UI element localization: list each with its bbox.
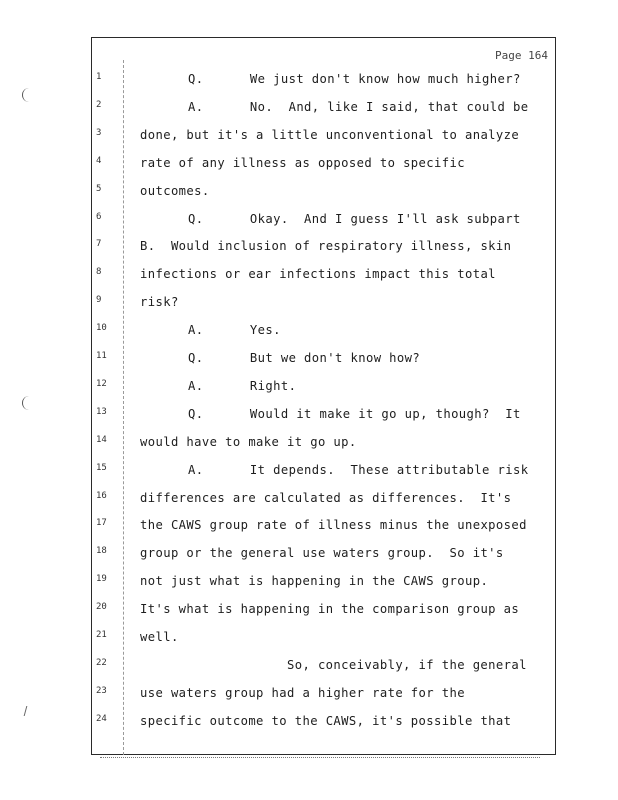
line-text: done, but it's a little unconventional to analyze bbox=[140, 127, 520, 142]
line-text: well. bbox=[140, 630, 179, 644]
line-number: 18 bbox=[96, 546, 107, 557]
line-number: 11 bbox=[96, 351, 107, 361]
line-number: 10 bbox=[96, 323, 107, 334]
punch-hole-mark bbox=[22, 396, 31, 410]
line-number: 17 bbox=[96, 518, 107, 529]
line-number: 13 bbox=[96, 406, 107, 417]
transcript-line bbox=[0, 714, 618, 734]
line-number: 15 bbox=[96, 462, 107, 473]
line-number: 9 bbox=[96, 295, 102, 306]
line-text: not just what is happening in the CAWS group. bbox=[140, 574, 489, 589]
line-number: 5 bbox=[96, 183, 102, 194]
transcript-line bbox=[0, 156, 618, 176]
footer-scan-rule bbox=[100, 757, 540, 758]
line-number: 21 bbox=[96, 630, 107, 640]
line-number: 2 bbox=[96, 99, 102, 110]
line-text: A. Right. bbox=[188, 378, 297, 393]
line-number: 24 bbox=[96, 713, 107, 724]
transcript-line bbox=[0, 100, 618, 120]
line-text: B. Would inclusion of respiratory illness, skin bbox=[140, 239, 512, 254]
transcript-line bbox=[0, 491, 618, 511]
line-number: 14 bbox=[96, 434, 107, 445]
line-text: risk? bbox=[140, 295, 179, 310]
line-text: Q. But we don't know how? bbox=[188, 351, 421, 365]
transcript-line bbox=[0, 435, 618, 455]
transcript-line bbox=[0, 602, 618, 622]
line-number: 22 bbox=[96, 657, 107, 668]
line-number: 20 bbox=[96, 602, 107, 613]
transcript-line bbox=[0, 184, 618, 204]
line-number: 6 bbox=[96, 211, 102, 222]
line-text: the CAWS group rate of illness minus the unexposed bbox=[140, 518, 527, 533]
transcript-line bbox=[0, 630, 618, 650]
line-text: Q. Okay. And I guess I'll ask subpart bbox=[188, 211, 521, 226]
transcript-line bbox=[0, 686, 618, 706]
line-text: It's what is happening in the comparison group as bbox=[140, 602, 520, 617]
transcript-line bbox=[0, 463, 618, 483]
line-text: would have to make it go up. bbox=[140, 434, 357, 449]
line-text: use waters group had a higher rate for the bbox=[140, 685, 465, 700]
transcript-line bbox=[0, 239, 618, 259]
line-number: 7 bbox=[96, 239, 102, 250]
line-number: 3 bbox=[96, 127, 102, 138]
line-number: 23 bbox=[96, 685, 107, 696]
page-number: Page 164 bbox=[495, 49, 548, 62]
line-number: 4 bbox=[96, 155, 102, 166]
line-text: Q. We just don't know how much higher? bbox=[188, 72, 521, 86]
transcript-line bbox=[0, 128, 618, 148]
line-text: A. Yes. bbox=[188, 323, 281, 338]
line-text: So, conceivably, if the general bbox=[287, 657, 527, 672]
transcript-line bbox=[0, 295, 618, 315]
transcript-line bbox=[0, 267, 618, 287]
line-text: Q. Would it make it go up, though? It bbox=[188, 406, 521, 421]
line-text: infections or ear infections impact this total bbox=[140, 267, 496, 282]
line-text: A. It depends. These attributable risk bbox=[188, 462, 529, 477]
line-number: 12 bbox=[96, 378, 107, 389]
line-number: 19 bbox=[96, 574, 107, 585]
transcript-line bbox=[0, 658, 618, 678]
transcript-line bbox=[0, 574, 618, 594]
line-text: differences are calculated as differences. It's bbox=[140, 490, 512, 505]
transcript-line bbox=[0, 518, 618, 538]
line-text: specific outcome to the CAWS, it's possible that bbox=[140, 713, 512, 728]
line-number: 16 bbox=[96, 490, 107, 501]
transcript-line bbox=[0, 72, 618, 92]
line-text: rate of any illness as opposed to specific bbox=[140, 155, 465, 170]
line-text: A. No. And, like I said, that could be bbox=[188, 99, 529, 114]
line-text: outcomes. bbox=[140, 183, 210, 198]
punch-hole-mark bbox=[22, 88, 31, 102]
transcript-line bbox=[0, 212, 618, 232]
line-text: group or the general use waters group. So it's bbox=[140, 546, 504, 561]
line-number: 1 bbox=[96, 72, 102, 82]
transcript-line bbox=[0, 323, 618, 343]
transcript-line bbox=[0, 379, 618, 399]
transcript-line bbox=[0, 407, 618, 427]
line-number: 8 bbox=[96, 267, 102, 278]
transcript-line bbox=[0, 351, 618, 371]
transcript-line bbox=[0, 546, 618, 566]
